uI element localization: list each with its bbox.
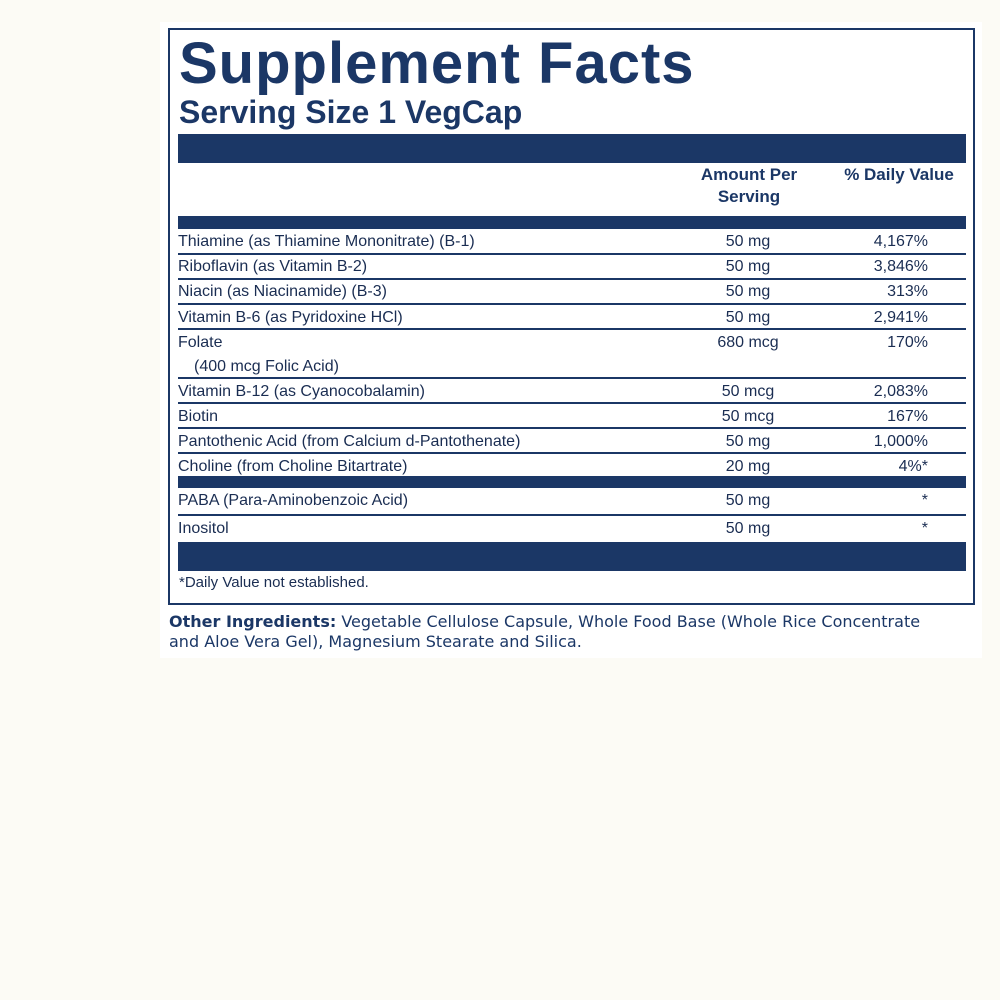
other-ingredients-heading: Other Ingredients: [169, 612, 337, 631]
row-divider [178, 452, 966, 454]
nutrient-daily-value: 2,083% [873, 383, 928, 400]
other-ingredients-text: Vegetable Cellulose Capsule, Whole Food Base (Whole Rice Concentrate and Aloe Vera Gel), Magnesium Stearate and Silica. [169, 612, 921, 651]
row-divider [178, 402, 966, 404]
row-divider [178, 427, 966, 429]
nutrient-amount: 20 mg [725, 458, 771, 475]
nutrient-daily-value: * [921, 520, 928, 537]
nutrient-name: Inositol [178, 520, 229, 537]
nutrient-name: Thiamine (as Thiamine Mononitrate) (B-1) [178, 233, 475, 250]
row-divider [178, 377, 966, 379]
nutrient-daily-value: 4%* [898, 458, 928, 475]
nutrient-amount: 50 mg [725, 433, 771, 450]
row-divider [178, 514, 966, 516]
nutrient-amount: 50 mg [725, 283, 771, 300]
nutrient-name: Biotin [178, 408, 219, 425]
nutrient-amount: 50 mg [725, 520, 771, 537]
section-divider-bar [178, 476, 966, 488]
nutrient-name: Vitamin B-12 (as Cyanocobalamin) [178, 383, 425, 400]
nutrient-name: Choline (from Choline Bitartrate) [178, 458, 408, 475]
row-divider [178, 303, 966, 305]
nutrient-subtext: (400 mcg Folic Acid) [194, 358, 339, 375]
nutrient-name: Pantothenic Acid (from Calcium d-Pantothenate) [178, 433, 521, 450]
nutrient-name: Niacin (as Niacinamide) (B-3) [178, 283, 387, 300]
nutrient-amount: 680 mcg [717, 334, 779, 351]
nutrient-amount: 50 mcg [721, 408, 775, 425]
nutrient-daily-value: 3,846% [873, 258, 928, 275]
nutrient-daily-value: 1,000% [873, 433, 928, 450]
nutrient-amount: 50 mg [725, 233, 771, 250]
column-divider-bar [178, 216, 966, 229]
nutrient-name: Folate [178, 334, 223, 351]
nutrient-amount: 50 mcg [721, 383, 775, 400]
row-divider [178, 253, 966, 255]
nutrient-name: Riboflavin (as Vitamin B-2) [178, 258, 368, 275]
header-bar [178, 134, 966, 163]
row-divider [178, 278, 966, 280]
label-title: Supplement Facts [179, 31, 695, 96]
nutrient-daily-value: 313% [887, 283, 928, 300]
nutrient-daily-value: 170% [887, 334, 928, 351]
nutrient-amount: 50 mg [725, 309, 771, 326]
other-ingredients [169, 612, 929, 652]
row-divider [178, 328, 966, 330]
column-header-daily-value: % Daily Value [844, 165, 954, 184]
column-header-amount: Amount Per Serving [700, 165, 798, 206]
nutrient-daily-value: 4,167% [873, 233, 928, 250]
nutrient-daily-value: * [921, 492, 928, 509]
nutrient-amount: 50 mg [725, 258, 771, 275]
nutrient-name: Vitamin B-6 (as Pyridoxine HCl) [178, 309, 403, 326]
serving-size: Serving Size 1 VegCap [179, 94, 523, 130]
nutrient-amount: 50 mg [725, 492, 771, 509]
footer-bar [178, 542, 966, 571]
nutrient-name: PABA (Para-Aminobenzoic Acid) [178, 492, 409, 509]
nutrient-daily-value: 2,941% [873, 309, 928, 326]
daily-value-footnote: *Daily Value not established. [179, 574, 369, 591]
nutrient-daily-value: 167% [887, 408, 928, 425]
